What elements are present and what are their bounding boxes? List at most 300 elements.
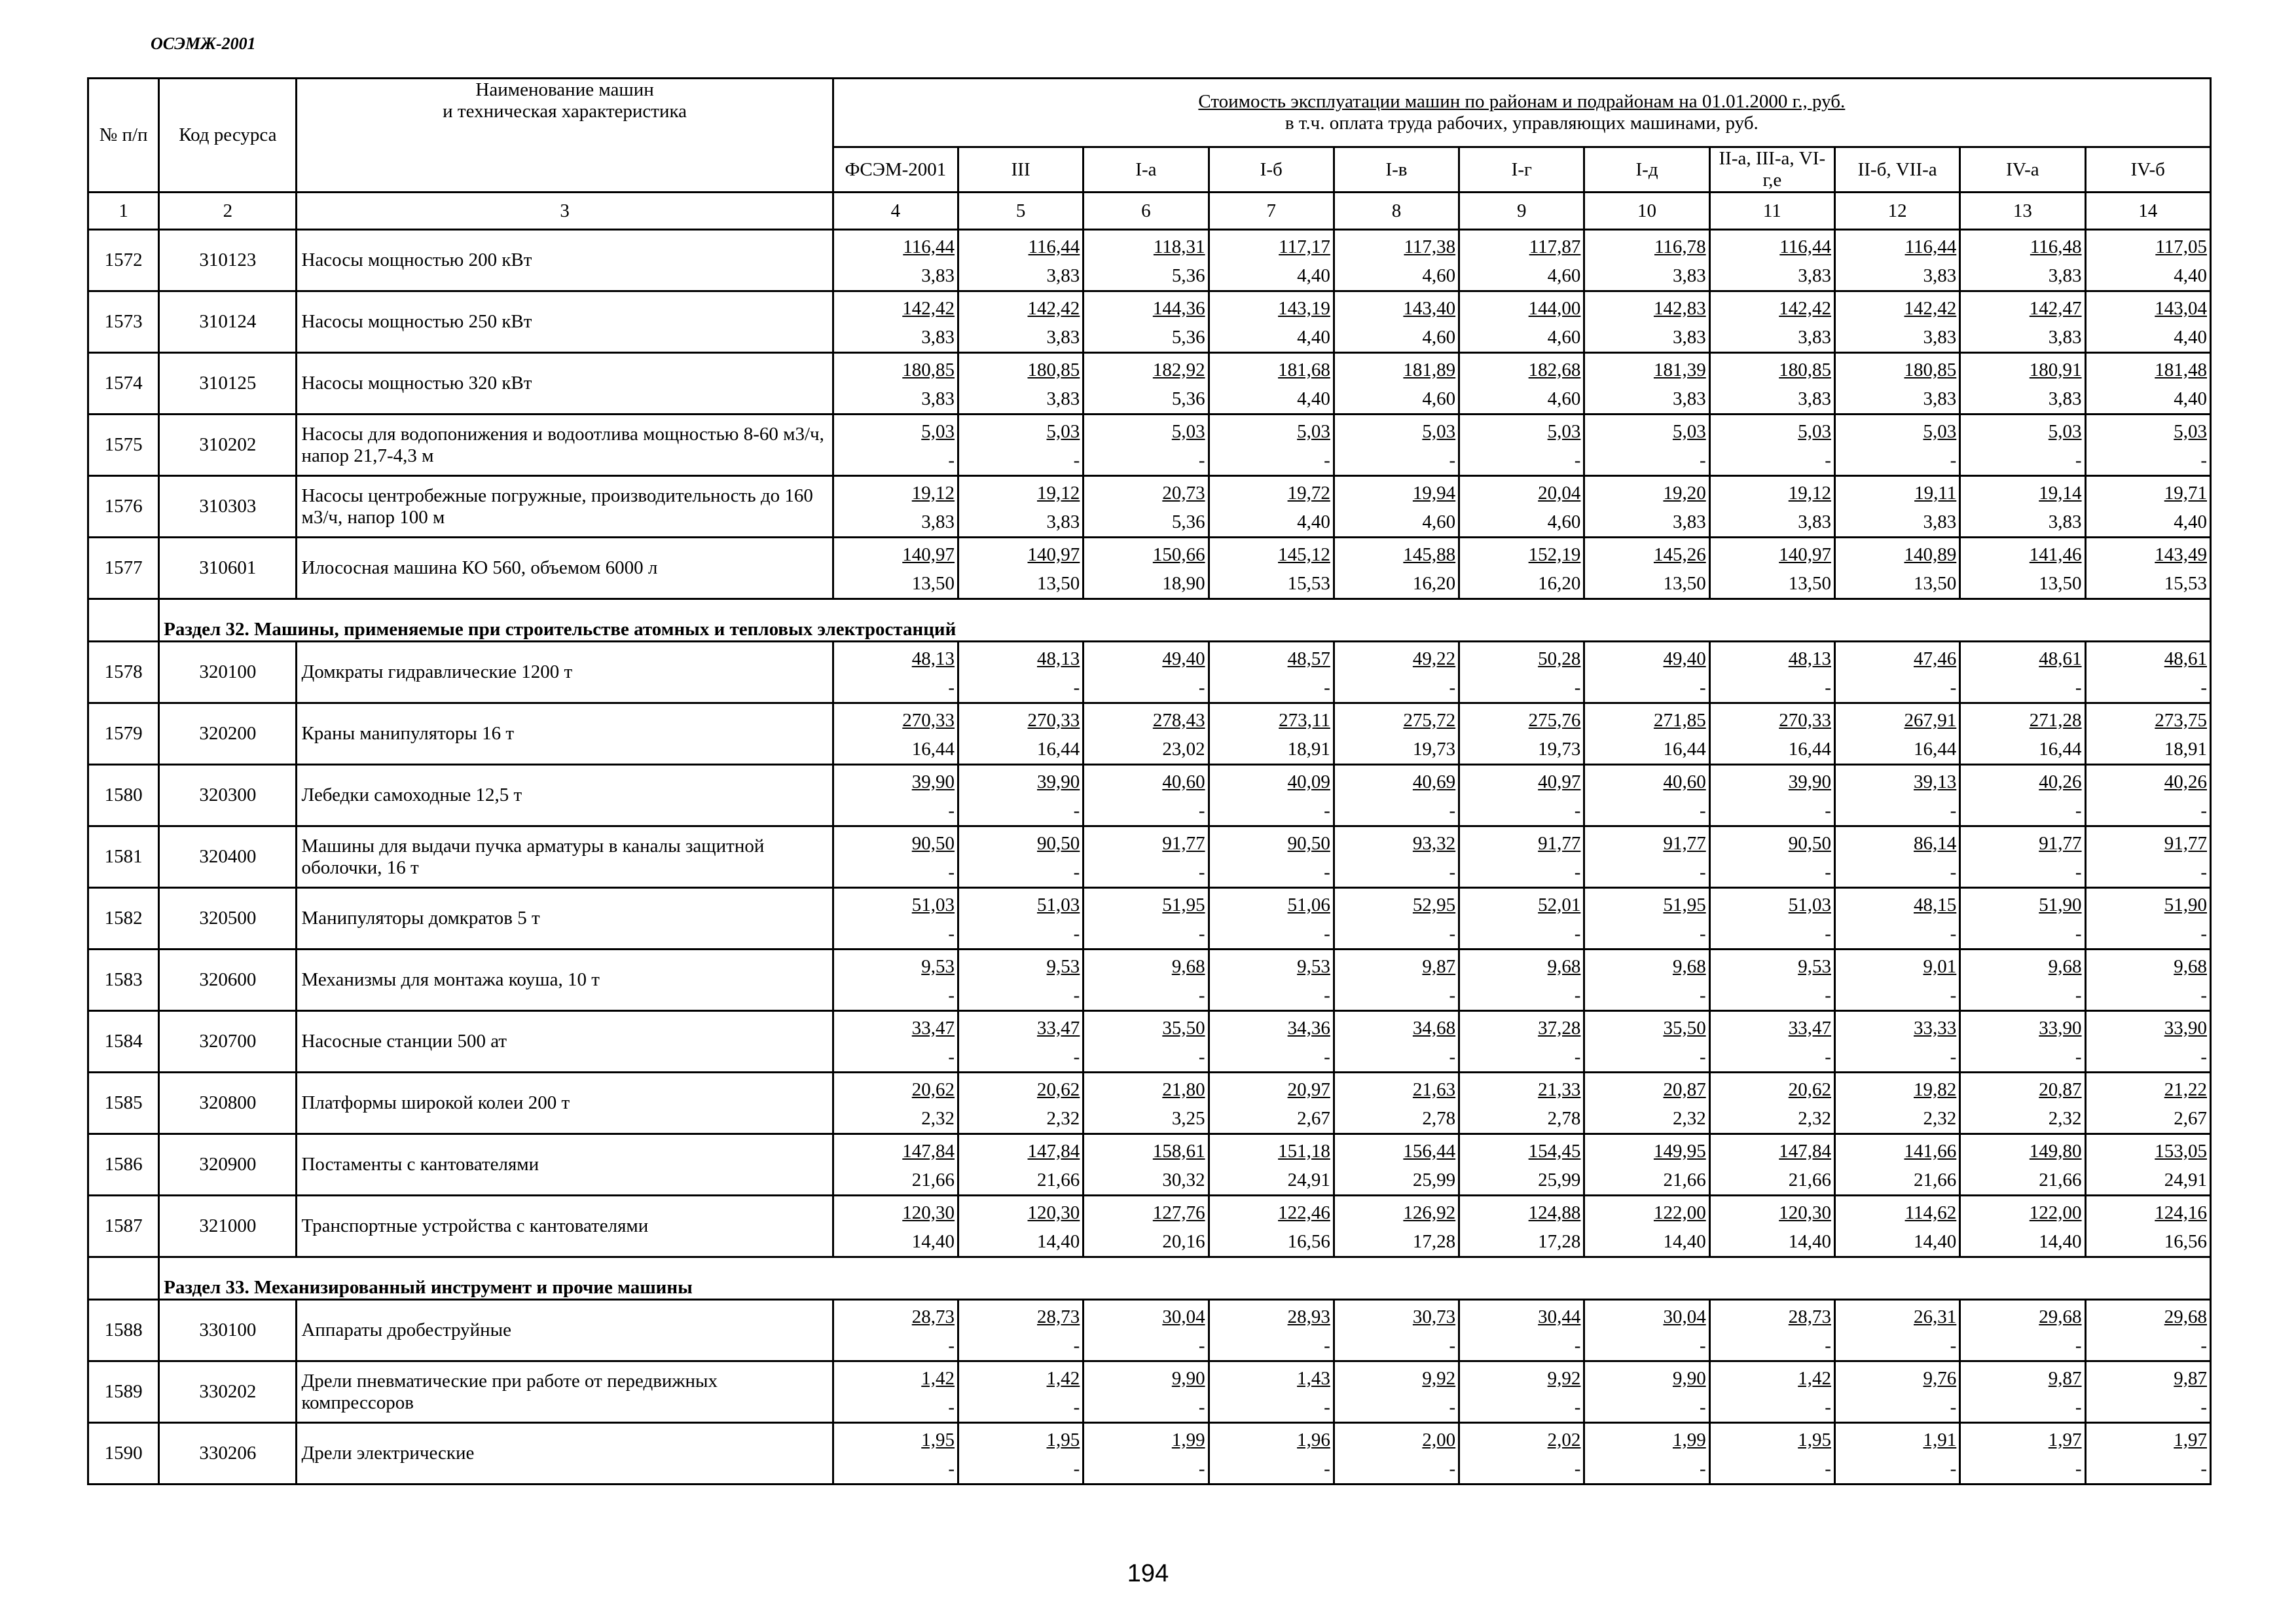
labor-cost: 3,83 [1923,326,1957,348]
operating-cost: 1,99 [1672,1429,1706,1450]
price-cell [1334,642,1459,703]
labor-cost: - [1324,1396,1330,1418]
labor-cost: 30,32 [1162,1169,1205,1190]
price-cell [1459,950,1584,1011]
table-row [88,642,2211,703]
price-cell [2085,291,2210,353]
header-name [297,79,833,193]
price-cell [833,353,958,415]
region-header: II-б, VII-а [1834,147,1959,193]
row-number: 1579 [88,703,159,765]
price-cell [1960,415,2085,476]
labor-cost: 3,83 [1046,511,1080,532]
labor-cost: - [1073,1458,1080,1479]
labor-cost: 4,60 [1422,388,1456,409]
machine-name: Краны манипуляторы 16 т [297,703,833,765]
operating-cost: 127,76 [1152,1202,1205,1223]
labor-cost: - [1950,923,1957,944]
price-cell [833,1011,958,1073]
operating-cost: 39,90 [1037,771,1080,792]
operating-cost: 90,50 [911,832,955,854]
price-cell [1334,291,1459,353]
operating-cost: 40,09 [1287,771,1330,792]
row-number: 1584 [88,1011,159,1073]
machine-name: Лебедки самоходные 12,5 т [297,765,833,826]
price-cell [1584,230,1709,291]
resource-code: 310303 [159,476,297,538]
price-cell [1834,950,1959,1011]
operating-cost: 1,99 [1171,1429,1205,1450]
operating-cost: 122,00 [1653,1202,1706,1223]
price-cell [958,950,1084,1011]
column-number: 11 [1709,193,1834,230]
operating-cost: 181,68 [1278,359,1330,380]
labor-cost: 15,53 [1287,572,1330,594]
price-cell [1209,765,1334,826]
price-cell [1334,415,1459,476]
price-cell [1584,642,1709,703]
price-cell [1084,1300,1209,1361]
labor-cost: 21,66 [911,1169,955,1190]
row-number: 1578 [88,642,159,703]
price-cell [1709,950,1834,1011]
operating-cost: 9,53 [1046,955,1080,977]
price-cell [1584,826,1709,888]
labor-cost: 4,40 [2174,265,2207,286]
operating-cost: 51,03 [1037,894,1080,915]
column-number: 2 [159,193,297,230]
labor-cost: - [1825,1335,1831,1356]
operating-cost: 116,44 [1028,236,1080,257]
labor-cost: 13,50 [1788,572,1831,594]
operating-cost: 145,26 [1653,544,1706,565]
operating-cost: 21,80 [1162,1079,1205,1100]
labor-cost: 3,83 [921,388,955,409]
resource-code: 320100 [159,642,297,703]
price-cell [1709,476,1834,538]
price-cell [1584,1361,1709,1423]
operating-cost: 145,88 [1403,544,1456,565]
price-cell [1960,353,2085,415]
header-code: Код ресурса [159,79,297,193]
labor-cost: - [2200,1046,2207,1067]
operating-cost: 5,03 [921,420,955,442]
row-number: 1581 [88,826,159,888]
price-cell [1709,703,1834,765]
labor-cost: 5,36 [1171,265,1205,286]
operating-cost: 29,68 [2039,1306,2082,1327]
machine-name: Дрели электрические [297,1423,833,1485]
row-number: 1576 [88,476,159,538]
labor-cost: 2,78 [1547,1107,1581,1129]
machine-name: Насосы мощностью 320 кВт [297,353,833,415]
price-cell [1834,538,1959,599]
labor-cost: - [948,1458,955,1479]
operating-cost: 9,68 [2048,955,2082,977]
price-cell [1084,1196,1209,1257]
price-cell [833,1134,958,1196]
operating-cost: 5,03 [2174,420,2207,442]
labor-cost: - [1449,1335,1456,1356]
operating-cost: 118,31 [1153,236,1205,257]
labor-cost: 3,83 [1046,388,1080,409]
price-cell [1834,1300,1959,1361]
labor-cost: 3,83 [1923,511,1957,532]
price-cell [1584,1196,1709,1257]
labor-cost: 23,02 [1162,738,1205,760]
labor-cost: 25,99 [1538,1169,1581,1190]
price-cell [1709,1073,1834,1134]
labor-cost: - [2200,1458,2207,1479]
labor-cost: 3,83 [921,326,955,348]
operating-cost: 270,33 [902,709,955,731]
labor-cost: 3,83 [1046,326,1080,348]
labor-cost: 3,83 [921,511,955,532]
price-cell [1459,888,1584,950]
region-header: I-в [1334,147,1459,193]
price-cell [1709,415,1834,476]
labor-cost: 16,44 [1663,738,1706,760]
price-cell [1084,642,1209,703]
price-cell [1834,703,1959,765]
price-cell [1960,1134,2085,1196]
machine-name: Машины для выдачи пучка арматуры в каналы защитной оболочки, 16 т [297,826,833,888]
labor-cost: - [1449,800,1456,821]
price-cell [2085,230,2210,291]
price-cell [1334,888,1459,950]
operating-cost: 90,50 [1287,832,1330,854]
labor-cost: - [2075,676,2082,698]
operating-cost: 28,73 [911,1306,955,1327]
labor-cost: - [1574,1458,1581,1479]
price-cell [833,703,958,765]
operating-cost: 51,90 [2164,894,2207,915]
column-number: 12 [1834,193,1959,230]
operating-cost: 180,85 [1027,359,1080,380]
operating-cost: 143,40 [1403,297,1456,319]
operating-cost: 52,01 [1538,894,1581,915]
operating-cost: 144,00 [1528,297,1581,319]
operating-cost: 30,04 [1162,1306,1205,1327]
operating-cost: 149,95 [1653,1140,1706,1162]
labor-cost: 4,40 [2174,511,2207,532]
labor-cost: - [1073,984,1080,1006]
labor-cost: - [948,1046,955,1067]
row-number: 1572 [88,230,159,291]
header-cost-line1: Стоимость эксплуатации машин по районам и подрайонам на 01.01.2000 г., руб. [1198,91,1846,112]
column-number: 14 [2085,193,2210,230]
operating-cost: 1,42 [1798,1367,1831,1389]
machine-name: Платформы широкой колеи 200 т [297,1073,833,1134]
price-cell [2085,642,2210,703]
machine-name: Насосы центробежные погружные, производительность до 160 м3/ч, напор 100 м [297,476,833,538]
price-cell [1209,1423,1334,1485]
labor-cost: 19,73 [1538,738,1581,760]
price-cell [1584,538,1709,599]
document-code: ОСЭМЖ-2001 [151,34,256,53]
operating-cost: 50,28 [1538,648,1581,669]
price-cell [1584,1300,1709,1361]
operating-cost: 116,48 [2030,236,2082,257]
table-row [88,765,2211,826]
operating-cost: 114,62 [1904,1202,1957,1223]
labor-cost: 14,40 [1914,1230,1957,1252]
price-cell [1209,1011,1334,1073]
price-cell [958,1361,1084,1423]
price-cell [1584,1011,1709,1073]
price-cell [1459,415,1584,476]
labor-cost: - [1950,676,1957,698]
operating-cost: 91,77 [1538,832,1581,854]
labor-cost: - [1700,676,1706,698]
operating-cost: 90,50 [1788,832,1831,854]
operating-cost: 49,40 [1663,648,1706,669]
header-row [88,79,2211,147]
labor-cost: - [1700,1046,1706,1067]
operating-cost: 273,75 [2155,709,2207,731]
price-cell [1209,888,1334,950]
price-cell [1209,353,1334,415]
operating-cost: 1,95 [921,1429,955,1450]
price-cell [1209,230,1334,291]
price-cell [958,888,1084,950]
machine-name: Механизмы для монтажа коуша, 10 т [297,950,833,1011]
price-cell [1834,353,1959,415]
labor-cost: - [2200,861,2207,883]
header-name-line1: Наименование машин [475,79,654,100]
labor-cost: - [1825,676,1831,698]
operating-cost: 116,78 [1654,236,1706,257]
price-cell [1834,642,1959,703]
operating-cost: 271,85 [1653,709,1706,731]
price-cell [1960,765,2085,826]
labor-cost: 16,56 [2164,1230,2207,1252]
region-header: I-б [1209,147,1334,193]
operating-cost: 20,04 [1538,482,1581,504]
operating-cost: 34,36 [1287,1017,1330,1039]
price-cell [1209,291,1334,353]
labor-cost: - [2075,1458,2082,1479]
operating-cost: 9,90 [1171,1367,1205,1389]
price-cell [1084,476,1209,538]
labor-cost: 2,32 [1046,1107,1080,1129]
operating-cost: 181,39 [1653,359,1706,380]
price-cell [1960,642,2085,703]
price-cell [1459,353,1584,415]
operating-cost: 33,47 [911,1017,955,1039]
operating-cost: 48,13 [911,648,955,669]
labor-cost: 4,40 [1297,265,1330,286]
labor-cost: 16,44 [911,738,955,760]
price-cell [958,1423,1084,1485]
labor-cost: - [1449,1396,1456,1418]
labor-cost: - [1449,449,1456,471]
price-cell [1334,1134,1459,1196]
price-cell [1459,826,1584,888]
table-row [88,1073,2211,1134]
labor-cost: 14,40 [2039,1230,2082,1252]
price-cell [2085,353,2210,415]
labor-cost: 4,60 [1422,511,1456,532]
operating-cost: 9,76 [1923,1367,1957,1389]
price-cell [958,642,1084,703]
price-cell [1960,1196,2085,1257]
operating-cost: 147,84 [1779,1140,1831,1162]
labor-cost: - [1198,1396,1205,1418]
price-cell [2085,826,2210,888]
price-cell [1584,765,1709,826]
price-cell [1584,415,1709,476]
price-cell [1834,1196,1959,1257]
operating-cost: 47,46 [1914,648,1957,669]
price-cell [1834,1011,1959,1073]
column-number: 8 [1334,193,1459,230]
labor-cost: 17,28 [1538,1230,1581,1252]
operating-cost: 9,53 [921,955,955,977]
price-cell [833,1073,958,1134]
machine-name: Домкраты гидравлические 1200 т [297,642,833,703]
price-cell [1084,1134,1209,1196]
table-row [88,476,2211,538]
labor-cost: - [948,861,955,883]
operating-cost: 28,73 [1037,1306,1080,1327]
price-cell [1960,1073,2085,1134]
operating-cost: 19,82 [1914,1079,1957,1100]
operating-cost: 140,97 [1027,544,1080,565]
labor-cost: - [1950,1458,1957,1479]
labor-cost: 4,60 [1547,326,1581,348]
price-cell [1459,1011,1584,1073]
operating-cost: 40,26 [2164,771,2207,792]
region-header: I-г [1459,147,1584,193]
operating-cost: 143,04 [2155,297,2207,319]
row-number: 1585 [88,1073,159,1134]
operating-cost: 90,50 [1037,832,1080,854]
labor-cost: - [2075,449,2082,471]
labor-cost: - [1574,800,1581,821]
labor-cost: - [1574,676,1581,698]
price-cell [1459,1196,1584,1257]
labor-cost: - [1198,1335,1205,1356]
labor-cost: - [948,449,955,471]
labor-cost: 21,66 [1663,1169,1706,1190]
labor-cost: 3,83 [1923,265,1957,286]
labor-cost: - [1825,923,1831,944]
resource-code: 320600 [159,950,297,1011]
operating-cost: 5,03 [1798,420,1831,442]
labor-cost: - [1950,1335,1957,1356]
labor-cost: - [1825,984,1831,1006]
operating-cost: 33,90 [2039,1017,2082,1039]
labor-cost: 3,83 [1798,511,1831,532]
operating-cost: 117,17 [1279,236,1330,257]
labor-cost: - [1825,1046,1831,1067]
operating-cost: 33,47 [1788,1017,1831,1039]
operating-cost: 2,00 [1422,1429,1456,1450]
price-cell [833,538,958,599]
column-number: 4 [833,193,958,230]
price-cell [1209,1196,1334,1257]
region-header: ФСЭМ-2001 [833,147,958,193]
price-cell [1334,1361,1459,1423]
labor-cost: 4,60 [1547,388,1581,409]
column-number: 7 [1209,193,1334,230]
price-cell [1334,538,1459,599]
operating-cost: 9,87 [1422,955,1456,977]
operating-cost: 19,12 [911,482,955,504]
price-cell [1834,1073,1959,1134]
table-row [88,1300,2211,1361]
operating-cost: 51,03 [911,894,955,915]
labor-cost: - [948,923,955,944]
labor-cost: 16,44 [1788,738,1831,760]
operating-cost: 9,68 [1547,955,1581,977]
labor-cost: 3,83 [1923,388,1957,409]
labor-cost: 3,83 [1798,265,1831,286]
labor-cost: - [1950,800,1957,821]
table-row [88,703,2211,765]
resource-code: 330206 [159,1423,297,1485]
price-cell [1709,888,1834,950]
table-row [88,291,2211,353]
price-cell [1584,950,1709,1011]
price-cell [1834,230,1959,291]
operating-cost: 117,38 [1404,236,1456,257]
operating-cost: 117,05 [2155,236,2207,257]
labor-cost: - [1574,1396,1581,1418]
page-number: 194 [1127,1560,1169,1587]
labor-cost: 13,50 [1914,572,1957,594]
labor-cost: - [1449,676,1456,698]
labor-cost: 4,40 [2174,388,2207,409]
labor-cost: - [948,676,955,698]
operating-cost: 40,26 [2039,771,2082,792]
price-cell [1960,230,2085,291]
operating-cost: 9,68 [1672,955,1706,977]
price-cell [1459,291,1584,353]
labor-cost: 2,78 [1422,1107,1456,1129]
price-cell [2085,703,2210,765]
price-cell [1084,1011,1209,1073]
operating-cost: 20,87 [1663,1079,1706,1100]
price-cell [1459,1361,1584,1423]
labor-cost: 16,56 [1287,1230,1330,1252]
price-cell [1709,1361,1834,1423]
labor-cost: 25,99 [1412,1169,1456,1190]
operating-cost: 278,43 [1152,709,1205,731]
operating-cost: 140,97 [902,544,955,565]
labor-cost: - [1073,923,1080,944]
resource-code: 310123 [159,230,297,291]
labor-cost: - [2075,861,2082,883]
labor-cost: - [1449,861,1456,883]
operating-cost: 35,50 [1162,1017,1205,1039]
operating-cost: 180,85 [902,359,955,380]
labor-cost: 19,73 [1412,738,1456,760]
labor-cost: - [948,1396,955,1418]
labor-cost: - [1700,1396,1706,1418]
labor-cost: - [2075,800,2082,821]
operating-cost: 9,01 [1923,955,1957,977]
operating-cost: 40,97 [1538,771,1581,792]
price-cell [1209,1361,1334,1423]
price-cell [1960,703,2085,765]
price-cell [1584,1134,1709,1196]
resource-code: 320700 [159,1011,297,1073]
price-cell [1334,1011,1459,1073]
operating-cost: 142,42 [1904,297,1957,319]
operating-cost: 271,28 [2029,709,2082,731]
